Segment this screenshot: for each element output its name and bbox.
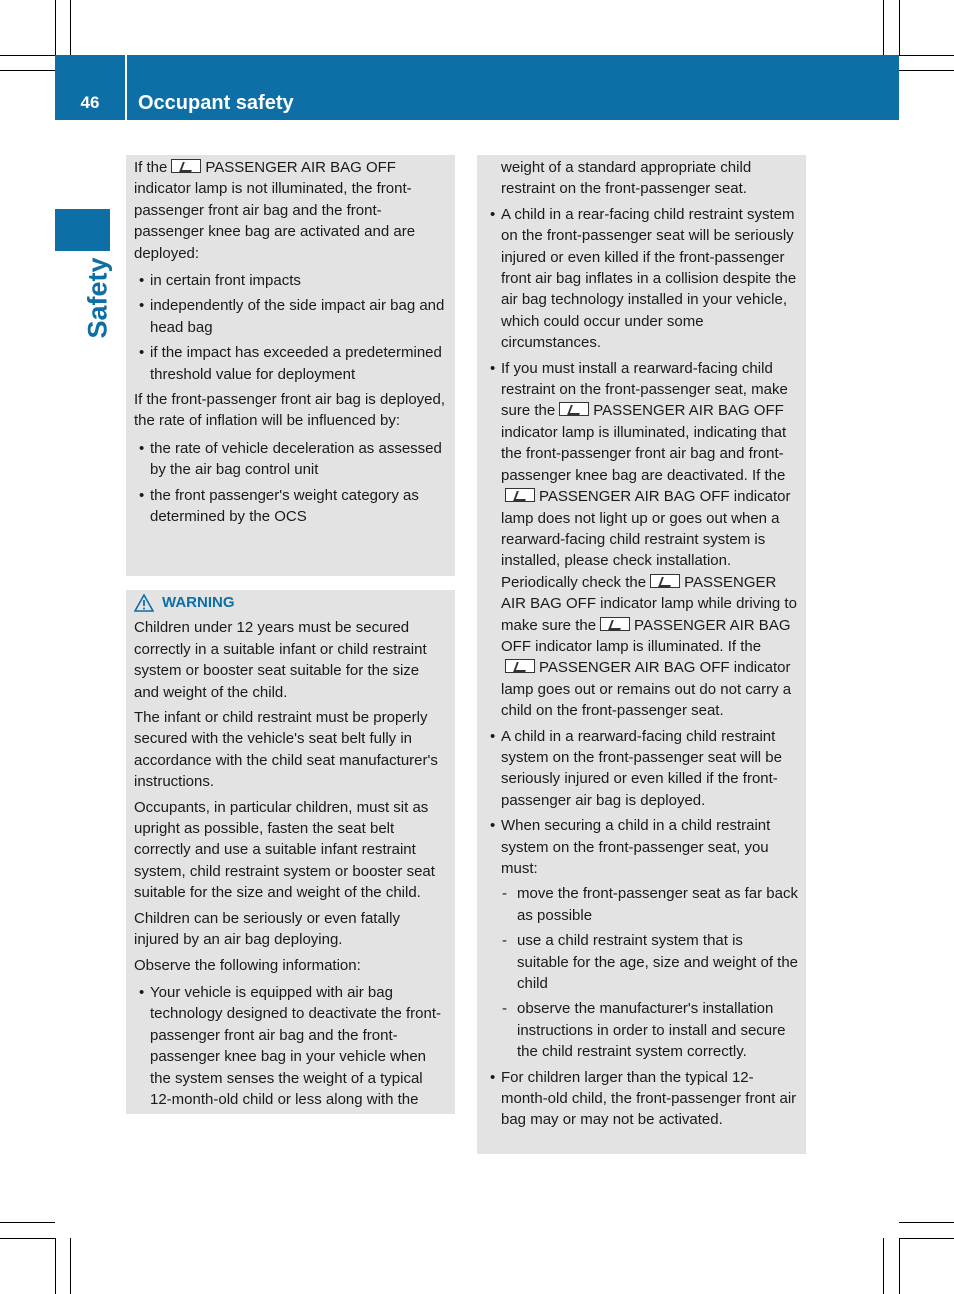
crop-mark <box>899 1222 954 1223</box>
warning-paragraph: Occupants, in particular children, must sit as upright as possible, fasten the seat belt correctly and use a suitable infant restraint system, child restraint system or booster seat suitable for the size and weight of the child. <box>134 798 435 902</box>
inflation-factors-list <box>134 438 447 528</box>
crop-mark <box>0 70 55 71</box>
list-item: - move the front-passenger seat as far back as possible <box>501 883 798 926</box>
deployment-conditions-list <box>134 270 447 385</box>
info-box <box>126 155 455 576</box>
warning-paragraph: Observe the following information: <box>134 956 361 974</box>
crop-mark <box>0 1222 55 1223</box>
crop-mark <box>883 1238 884 1294</box>
crop-mark <box>55 1238 56 1294</box>
securing-steps-list <box>501 883 798 1062</box>
passenger-airbag-off-icon <box>505 659 535 673</box>
list-item: • A child in a rearward-facing child restraint system on the front-passenger seat will be seriously injured or even killed if the front-passenger air bag is deployed. <box>485 726 798 812</box>
warning-box-continued <box>477 155 806 1154</box>
passenger-airbag-off-icon <box>171 159 201 173</box>
list-item: • in certain front impacts <box>134 270 447 291</box>
passenger-airbag-off-icon <box>600 617 630 631</box>
warning-list <box>134 982 447 1110</box>
list-item: • the rate of vehicle deceleration as assessed by the air bag control unit <box>134 438 447 481</box>
header-divider <box>125 55 127 120</box>
passenger-airbag-off-icon <box>559 402 589 416</box>
intro-paragraph: If the PASSENGER AIR BAG OFF indicator lamp is not illuminated, the front-passenger front air bag and the front-passenger knee bag are activated and are deployed: <box>134 159 416 262</box>
crop-mark <box>883 0 884 55</box>
crop-mark <box>899 0 900 55</box>
list-item: • If you must install a rearward-facing child restraint on the front-passenger seat, make sure the PASSENGER AIR BAG OFF indicator lamp is illuminated, indicating that the front-passenger front air bag and front-passenger knee bag are deactivated. If thePASSENGER AIR BAG OFF indicator lamp does not light up or goes out when a rearward-facing child restraint system is installed, please check installation. Periodically check the PASSENGER AIR BAG OFF indicator lamp while driving to make sure the PASSENGER AIR BAG OFF indicator lamp is illuminated. If thePASSENGER AIR BAG OFF indicator lamp goes out or remains out do not carry a child on the front-passenger seat. <box>485 358 798 722</box>
warning-paragraph: Children under 12 years must be secured correctly in a suitable infant or child restraint system or booster seat suitable for the size and weight of the child. <box>134 619 427 701</box>
warning-paragraph: The infant or child restraint must be properly secured with the vehicle's seat belt fully in accordance with the child seat manufacturer's instructions. <box>134 709 438 791</box>
warning-box <box>126 590 455 1114</box>
side-tab-label: Safety <box>82 257 113 339</box>
crop-mark <box>55 0 56 55</box>
crop-mark <box>0 55 55 56</box>
crop-mark <box>899 55 954 56</box>
crop-mark <box>70 0 71 55</box>
warning-label: WARNING <box>162 594 235 611</box>
passenger-airbag-off-icon <box>650 574 680 588</box>
list-item: • A child in a rear-facing child restraint system on the front-passenger seat will be seriously injured or even killed if the front-passenger front air bag inflates in a collision despite the air bag technology installed in your vehicle, which could occur under some circumstances. <box>485 204 798 354</box>
warning-list <box>485 204 798 1131</box>
page-number: 46 <box>80 93 100 112</box>
continuation-text: weight of a standard appropriate child restraint on the front-passenger seat. <box>501 159 752 198</box>
crop-mark <box>70 1238 71 1294</box>
inflation-paragraph: If the front-passenger front air bag is deployed, the rate of inflation will be influenced by: <box>134 391 446 430</box>
list-item: • Your vehicle is equipped with air bag technology designed to deactivate the front-passenger front air bag and the front-passenger knee bag in your vehicle when the system senses the weight of a typical 12-month-old child or less along with the <box>134 982 447 1110</box>
crop-mark <box>899 1238 954 1239</box>
list-item: • independently of the side impact air bag and head bag <box>134 295 447 338</box>
warning-triangle-icon <box>134 594 154 612</box>
crop-mark <box>899 70 954 71</box>
side-tab-marker <box>55 209 110 251</box>
list-item: • When securing a child in a child restraint system on the front-passenger seat, you must: - move the front-passenger seat as far back as possible - use a child restraint system that is suitable for the age, size and weight of the child - observe the manufacturer's installation instructions in order to install and secure the child restraint system correctly. <box>485 815 798 1062</box>
list-item: • if the impact has exceeded a predetermined threshold value for deployment <box>134 342 447 385</box>
crop-mark <box>899 1238 900 1294</box>
crop-mark <box>0 1238 55 1239</box>
warning-heading <box>134 592 447 613</box>
list-item: - use a child restraint system that is suitable for the age, size and weight of the child <box>501 930 798 994</box>
warning-paragraph: Children can be seriously or even fatally injured by an air bag deploying. <box>134 909 400 949</box>
page-header <box>55 55 899 120</box>
passenger-airbag-off-icon <box>505 488 535 502</box>
list-item: • For children larger than the typical 12-month-old child, the front-passenger front air bag may or may not be activated. <box>485 1067 798 1131</box>
section-title: Occupant safety <box>138 92 294 114</box>
list-item: - observe the manufacturer's installation instructions in order to install and secure the child restraint system correctly. <box>501 998 798 1062</box>
list-item: • the front passenger's weight category as determined by the OCS <box>134 485 447 528</box>
